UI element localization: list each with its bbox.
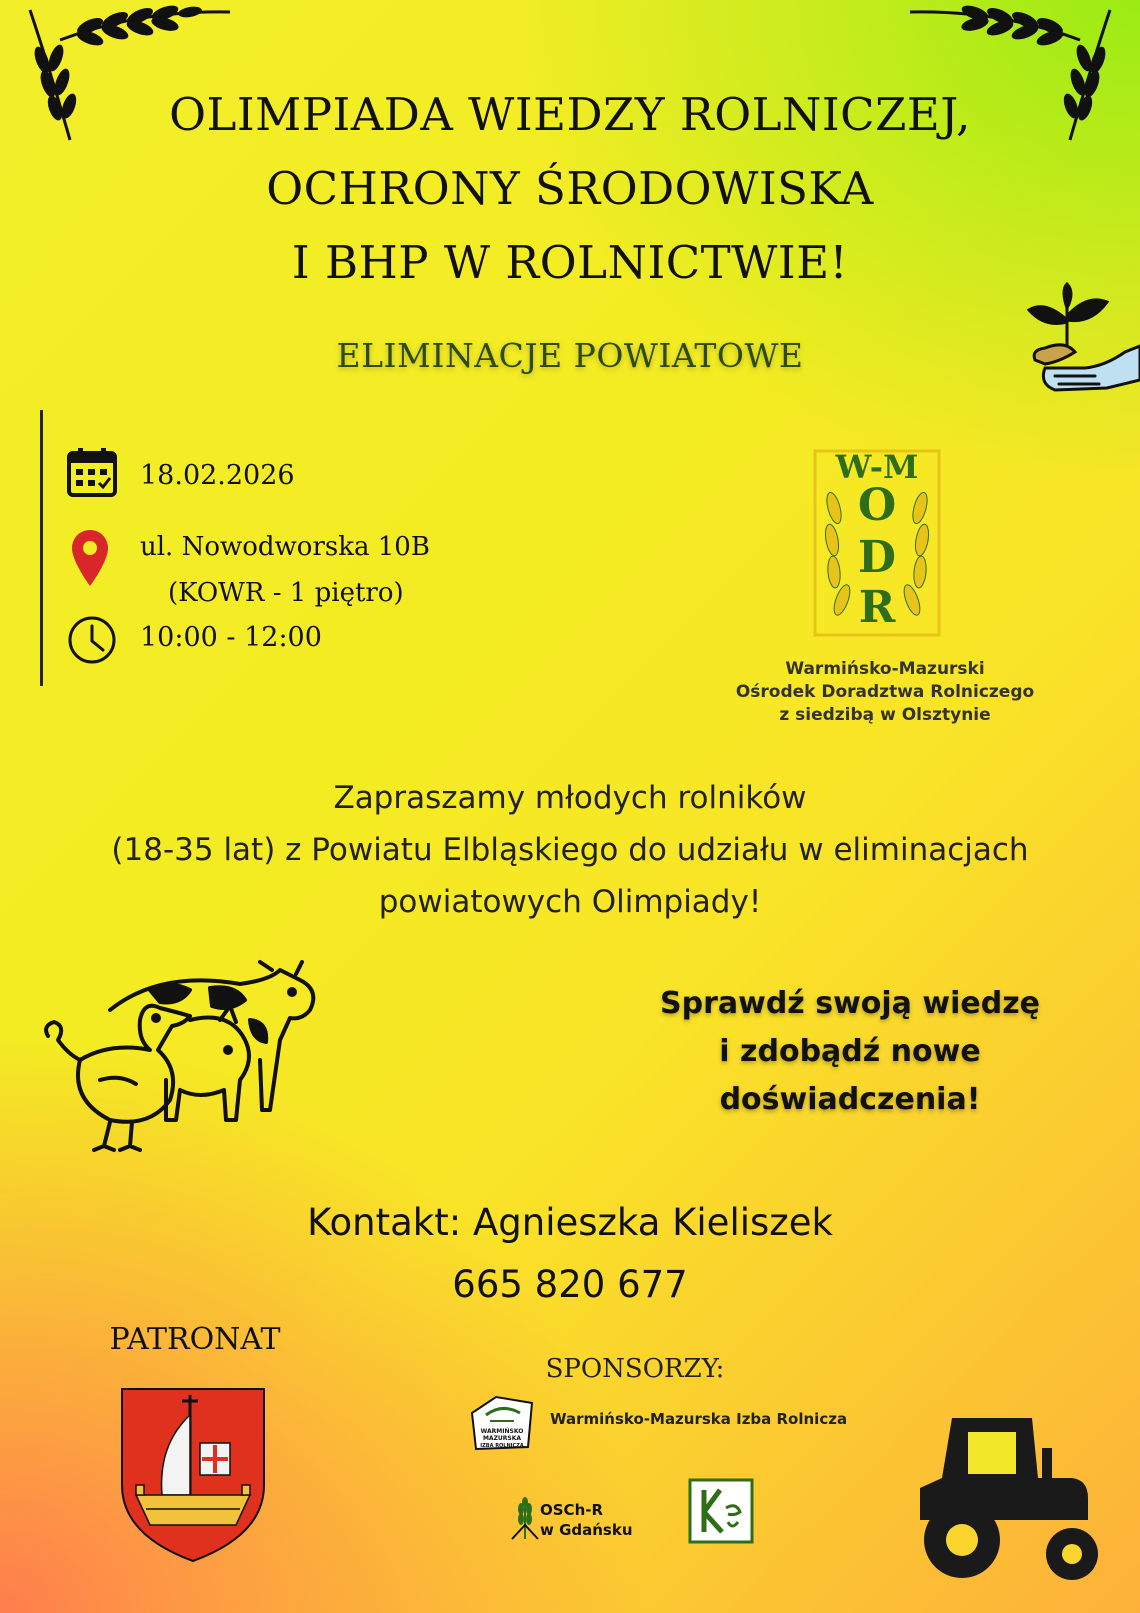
osch-line-1: OSCh-R — [540, 1501, 604, 1519]
coat-of-arms-icon — [118, 1385, 268, 1565]
odr-caption-line-3: z siedzibą w Olsztynie — [779, 705, 991, 725]
svg-text:R: R — [858, 582, 896, 633]
odr-caption — [725, 658, 1045, 727]
invitation-text — [0, 772, 1140, 928]
slogan-line-3: doświadczenia! — [719, 1082, 981, 1117]
patronat-label: PATRONAT — [109, 1322, 281, 1357]
svg-text:IZBA ROLNICZA: IZBA ROLNICZA — [480, 1443, 524, 1449]
clock-icon — [66, 614, 118, 666]
wm-odr-logo — [812, 448, 942, 638]
svg-text:WARMIŃSKO: WARMIŃSKO — [480, 1428, 524, 1435]
info-divider — [40, 410, 43, 686]
contact-phone: 665 820 677 — [452, 1263, 688, 1306]
invitation-line-2: (18-35 lat) z Powiatu Elbląskiego do udziału w eliminacjach — [111, 832, 1029, 868]
event-address-line-1: ul. Nowodworska 10B — [140, 532, 430, 562]
slogan — [620, 980, 1080, 1124]
farm-animals-icon — [40, 950, 330, 1170]
event-address-line-2: (KOWR - 1 piętro) — [168, 578, 404, 608]
title-line-3: I BHP W ROLNICTWIE! — [291, 236, 849, 289]
calendar-icon — [66, 446, 118, 498]
poster-title — [0, 78, 1140, 300]
svg-text:D: D — [857, 532, 897, 583]
izba-rolnicza-logo — [466, 1393, 538, 1453]
tractor-icon — [912, 1408, 1112, 1588]
event-date: 18.02.2026 — [140, 460, 295, 491]
izba-rolnicza-name: Warmińsko-Mazurska Izba Rolnicza — [550, 1410, 848, 1428]
sponsors-label: SPONSORZY: — [545, 1354, 725, 1384]
svg-text:O: O — [857, 480, 897, 531]
osch-name — [540, 1500, 633, 1540]
odr-caption-line-1: Warmińsko-Mazurski — [785, 659, 985, 679]
invitation-line-3: powiatowych Olimpiady! — [378, 884, 762, 920]
wm-letters: W-M — [835, 448, 919, 486]
event-time: 10:00 - 12:00 — [140, 622, 322, 653]
location-pin-icon — [70, 528, 110, 590]
subtitle: ELIMINACJE POWIATOWE — [336, 336, 804, 375]
osch-wheat-icon — [510, 1497, 540, 1541]
krus-logo — [688, 1478, 754, 1544]
odr-caption-line-2: Ośrodek Doradztwa Rolniczego — [735, 682, 1035, 702]
contact-person: Kontakt: Agnieszka Kieliszek — [307, 1201, 833, 1244]
title-line-1: OLIMPIADA WIEDZY ROLNICZEJ, — [169, 88, 971, 141]
contact-block — [0, 1192, 1140, 1316]
slogan-line-1: Sprawdź swoją wiedzę — [660, 986, 1040, 1021]
osch-line-2: w Gdańsku — [540, 1521, 633, 1539]
slogan-line-2: i zdobądź nowe — [719, 1034, 981, 1069]
svg-text:MAZURSKA: MAZURSKA — [482, 1435, 522, 1442]
title-line-2: OCHRONY ŚRODOWISKA — [266, 162, 874, 215]
invitation-line-1: Zapraszamy młodych rolników — [333, 780, 807, 816]
